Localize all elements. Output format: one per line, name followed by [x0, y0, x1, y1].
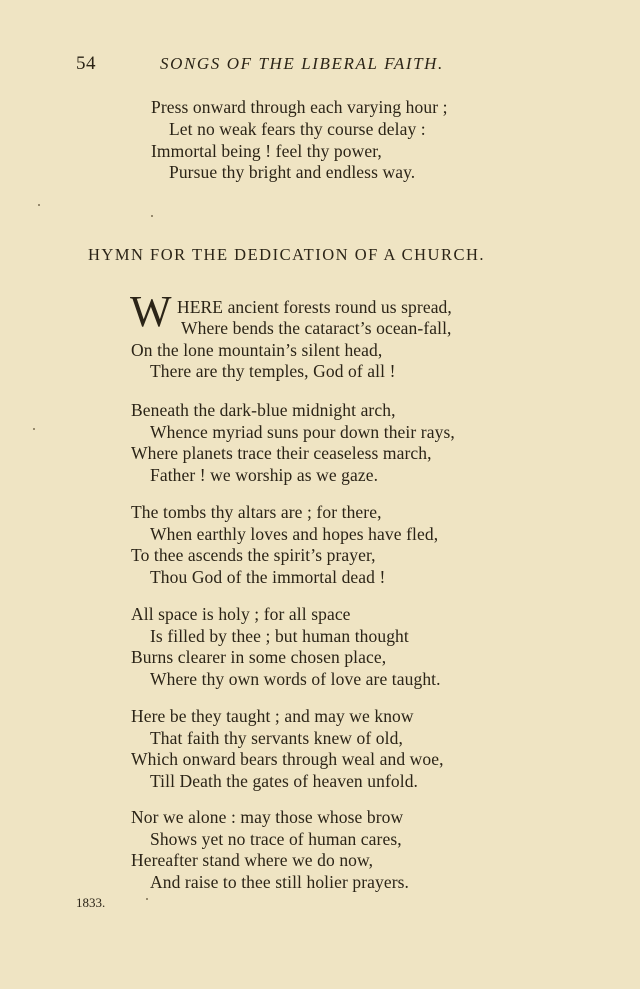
poem-line: The tombs thy altars are ; for there, [131, 502, 382, 522]
running-head: SONGS OF THE LIBERAL FAITH. [160, 54, 444, 73]
poem-line: Father ! we worship as we gaze. [150, 465, 379, 485]
poem-line: Pursue thy bright and endless way. [169, 162, 416, 182]
poem-line: Hereafter stand where we do now, [131, 850, 374, 870]
paper-speck [146, 898, 148, 900]
poem-line: Whence myriad suns pour down their rays, [150, 422, 455, 442]
poem-line: HERE ancient forests round us spread, [177, 297, 452, 317]
poem-line: Immortal being ! feel thy power, [151, 141, 382, 161]
poem-line: On the lone mountain’s silent head, [131, 340, 383, 360]
poem-line: Here be they taught ; and may we know [131, 706, 414, 726]
paper-speck [33, 428, 35, 430]
poem-line: That faith thy servants knew of old, [150, 728, 403, 748]
poem-line: Where thy own words of love are taught. [150, 669, 441, 689]
poem-line: Let no weak fears thy course delay : [169, 119, 426, 139]
paper-speck [151, 215, 153, 217]
page-number: 54 [76, 53, 96, 74]
poem-line: Nor we alone : may those whose brow [131, 807, 404, 827]
poem-line: Till Death the gates of heaven unfold. [150, 771, 419, 791]
hymn-title: HYMN FOR THE DEDICATION OF A CHURCH. [88, 245, 486, 264]
page-header [0, 53, 640, 75]
poem-line: Shows yet no trace of human cares, [150, 829, 402, 849]
poem-line: Where bends the cataract’s ocean-fall, [181, 318, 452, 338]
paper-speck [38, 204, 40, 206]
poem-line: Burns clearer in some chosen place, [131, 647, 387, 667]
poem-line: Press onward through each varying hour ; [151, 97, 448, 117]
poem-line: Where planets trace their ceaseless march, [131, 443, 432, 463]
poem-line: And raise to thee still holier prayers. [150, 872, 410, 892]
poem-line: Is filled by thee ; but human thought [150, 626, 409, 646]
poem-line: When earthly loves and hopes have fled, [150, 524, 439, 544]
poem-line: There are thy temples, God of all ! [150, 361, 396, 381]
poem-line: All space is holy ; for all space [131, 604, 351, 624]
composition-year: 1833. [76, 895, 106, 910]
poem-line: Beneath the dark-blue midnight arch, [131, 400, 396, 420]
drop-cap: W [130, 287, 172, 336]
poem-line: Thou God of the immortal dead ! [150, 567, 386, 587]
poem-line: To thee ascends the spirit’s prayer, [131, 545, 376, 565]
poem-line: Which onward bears through weal and woe, [131, 749, 444, 769]
